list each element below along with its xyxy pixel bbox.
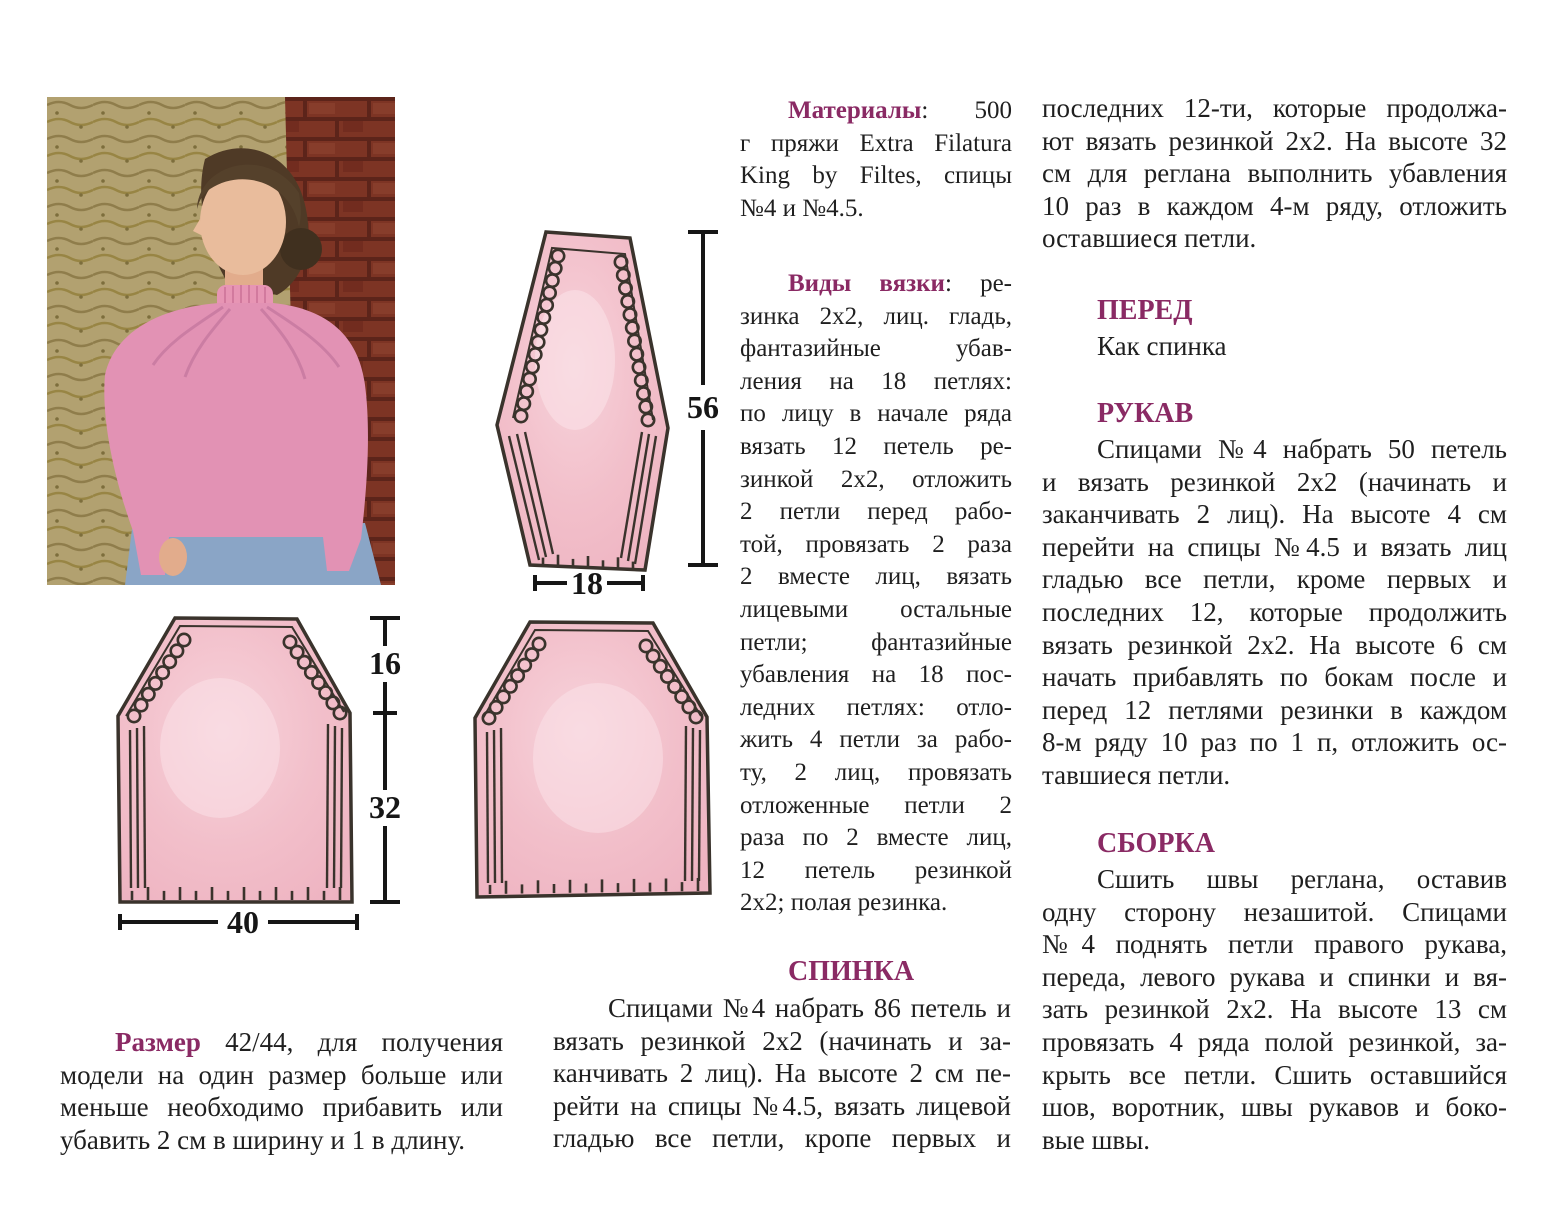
text-line: 12 петель резинкой — [740, 856, 1012, 884]
materials-paragraph — [740, 95, 1012, 225]
text-line: №4 поднять петли правого рукава, — [1042, 929, 1507, 960]
text-line: оставшиеся петли. — [1042, 223, 1257, 254]
text-line: по лицу в начале ряда — [740, 400, 1012, 428]
sleeve-section — [1042, 398, 1507, 792]
size-lines — [60, 1059, 503, 1157]
text-line: заканчивать 2 лиц). На высоте 4 см — [1042, 499, 1507, 530]
highlight — [533, 683, 663, 833]
text-line: гладью все петли, кропе первых и — [553, 1123, 1011, 1154]
text-line: 2 петли перед рабо- — [740, 498, 1012, 526]
size-paragraph — [60, 1026, 503, 1156]
continuation-lines — [1042, 92, 1507, 255]
text-line: гладью все петли, кроме первых и — [1042, 564, 1507, 595]
materials-lead: Материалы — [788, 97, 922, 124]
text-line: шов, воротник, швы рукавов и боко- — [1042, 1092, 1507, 1123]
back-continuation-paragraph — [1042, 92, 1507, 255]
text-line: зинка 2х2, лиц. гладь, — [740, 302, 1012, 330]
text-line: №4 и №4.5. — [740, 194, 864, 222]
text-line: фантазийные убав- — [740, 335, 1012, 363]
text-line: лицевыми остальные — [740, 595, 1012, 623]
text-line: последних 12-ти, которые продолжа- — [1042, 93, 1507, 123]
materials-lines — [740, 128, 1012, 226]
text-line: модели на один размер больше или — [60, 1059, 503, 1090]
text-line: и вязать резинкой 2х2 (начинать и — [1042, 466, 1507, 497]
front-section — [1042, 295, 1507, 363]
assembly-section — [1042, 828, 1507, 1156]
text-line: King by Filtes, спицы — [740, 162, 1012, 190]
size-lead: Размер — [115, 1027, 201, 1057]
text-line: зать резинкой 2х2. На высоте 13 см — [1042, 994, 1507, 1025]
text-line: перейти на спицы №4.5 и вязать лиц — [1042, 531, 1507, 562]
back-diagram — [70, 598, 415, 953]
sleeve-diagram — [455, 220, 735, 615]
assembly-section-heading: СБОРКА — [1097, 828, 1215, 859]
text-line: ледних петлях: отло- — [740, 693, 1012, 721]
text-line: раза по 2 вместе лиц, — [740, 824, 1012, 852]
size-first-line: 42/44, для получения — [200, 1027, 503, 1057]
text-line: Спицами №4 набрать 50 петель — [1097, 434, 1507, 464]
back-section — [553, 956, 1011, 1155]
back-width-label: 40 — [227, 904, 259, 940]
text-line: петли; фантазийные — [740, 628, 1012, 656]
text-line: убавления на 18 пос- — [740, 661, 1012, 689]
model-photo — [47, 97, 395, 585]
text-line: тавшиеся петли. — [1042, 759, 1231, 790]
text-line: одну сторону незашитой. Спицами — [1042, 896, 1507, 927]
sleeve-height-label: 56 — [687, 389, 719, 425]
text-line: вязать 12 петель ре- — [740, 432, 1012, 460]
text-line: ления на 18 петлях: — [740, 367, 1012, 395]
sleeve-section-lines — [1042, 433, 1507, 792]
back-raglan-height-label: 16 — [369, 645, 401, 681]
text-line: см для реглана выполнить убавления — [1042, 158, 1507, 189]
text-line: Сшить швы реглана, оставив — [1097, 864, 1507, 894]
text-line — [60, 1026, 503, 1059]
text-line: последних 12, которые продолжить — [1042, 596, 1507, 627]
text-line: жить 4 петли за рабо- — [740, 726, 1012, 754]
front-diagram — [438, 598, 748, 928]
text-line — [740, 95, 1012, 128]
text-line: переда, левого рукава и спинки и вя- — [1042, 961, 1507, 992]
text-line: меньше необходимо прибавить или — [60, 1092, 503, 1123]
back-section-heading: СПИНКА — [788, 956, 915, 987]
hair-bun — [280, 228, 322, 270]
materials-first-line: : 500 — [921, 97, 1012, 124]
text-line: вязать резинкой 2х2 (начинать и за- — [553, 1025, 1011, 1056]
text-line: убавить 2 см в ширину и 1 в длину. — [60, 1124, 465, 1155]
text-line: г пряжи Extra Filatura — [740, 129, 1012, 157]
front-section-heading: ПЕРЕД — [1097, 295, 1193, 326]
highlight — [160, 678, 280, 818]
sleeve-width-label: 18 — [571, 565, 603, 601]
front-section-body: Как спинка — [1097, 331, 1227, 361]
text-line: ют вязать резинкой 2х2. На высоте 32 — [1042, 125, 1507, 156]
text-line: вязать резинкой 2х2. На высоте 6 см — [1042, 629, 1507, 660]
assembly-section-lines — [1042, 863, 1507, 1156]
stitch-types-lead: Виды вязки — [788, 270, 945, 297]
text-line: вые швы. — [1042, 1124, 1151, 1155]
text-line: той, провязать 2 раза — [740, 530, 1012, 558]
text-line: крыть все петли. Сшить оставшийся — [1042, 1059, 1507, 1090]
sleeve-section-heading: РУКАВ — [1097, 398, 1194, 429]
text-line: начать прибавлять по бокам после и — [1042, 662, 1507, 693]
text-line: зинкой 2х2, отложить — [740, 465, 1012, 493]
text-line: 2х2; полая резинка. — [740, 889, 948, 917]
text-line — [740, 268, 1012, 301]
text-line: 10 раз в каждом 4-м ряду, отложить — [1042, 190, 1507, 221]
text-line: ту, 2 лиц, провязать — [740, 758, 1012, 786]
text-line: отложенные петли 2 — [740, 791, 1012, 819]
hand — [159, 538, 187, 576]
back-section-lines — [553, 992, 1011, 1155]
text-line: перед 12 петлями резинки в каждом — [1042, 694, 1507, 725]
text-line: 8-м ряду 10 раз по 1 п, отложить ос- — [1042, 727, 1507, 758]
stitch-types-lines — [740, 301, 1012, 920]
text-line: провязать 4 ряда полой резинкой, за- — [1042, 1026, 1507, 1057]
text-line: 2 вместе лиц, вязать — [740, 563, 1012, 591]
text-line: Спицами №4 набрать 86 петель и — [608, 993, 1011, 1023]
text-line: рейти на спицы №4.5, вязать лицевой — [553, 1090, 1011, 1121]
sweater — [104, 303, 368, 575]
back-body-height-label: 32 — [369, 789, 401, 825]
stitch-types-first-line: : ре- — [944, 270, 1012, 297]
stitch-types-paragraph — [740, 268, 1012, 920]
text-line: канчивать 2 лиц). На высоте 2 см пе- — [553, 1058, 1011, 1089]
